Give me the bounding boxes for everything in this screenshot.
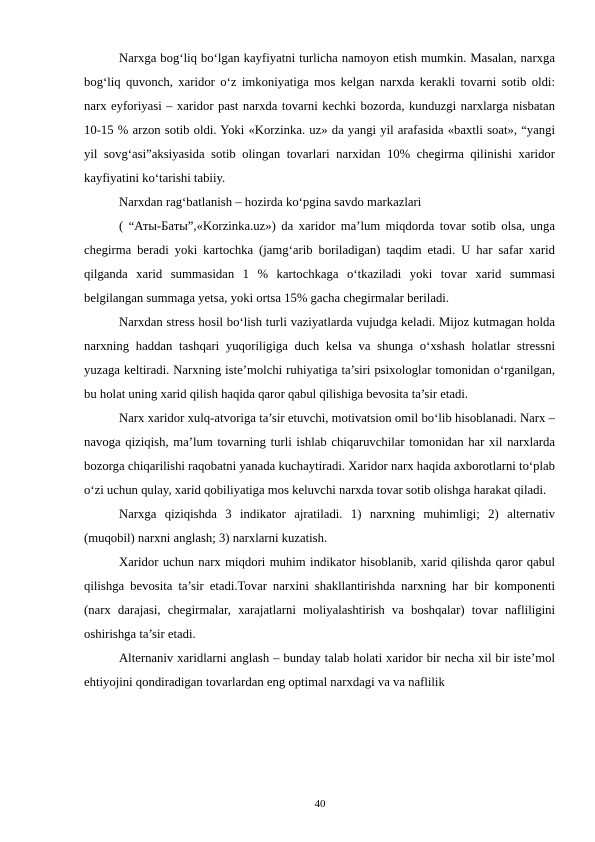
paragraph-2: Narxdan rag‘batlanish – hozirda ko‘pgina savdo markazlari	[119, 195, 422, 209]
page-number: 40	[314, 798, 326, 810]
paragraph-6: Narxga qiziqishda 3 indikator ajratiladi. 1) narxning muhimligi; 2) alternativ (muqobil) narxni anglash; 3) narxlarni kuzatish.	[84, 507, 555, 545]
document-page	[84, 46, 555, 694]
paragraph-1: Narxga bog‘liq bo‘lgan kayfiyatni turlicha namoyon etish mumkin. Masalan, narxga bog‘liq quvonch, xaridor o‘z imkoniyatiga mos kelgan narxda kerakli tovarni sotib oldi: narx eyforiyasi – xaridor past narxda tovarni kechki bozorda, kunduzgi narxlarga nisbatan 10-15 % arzon sotib oldi. Yoki «Korzinka. uz» da yangi yil arafasida «baxtli soat», “yangi yil sovg‘asi”aksiyasida sotib olingan tovarlari narxidan 10% chegirma qilinishi xaridor kayfiyatini ko‘tarishi tabiiy.	[84, 51, 555, 185]
paragraph-3: ( “Аты-Баты”,«Korzinka.uz») da xaridor ma’lum miqdorda tovar sotib olsa, unga chegirma beradi yoki kartochka (jamg‘arib boriladigan) taqdim etadi. U har safar xarid qilganda xarid summasidan 1 % kartochkaga o‘tkaziladi yoki tovar xarid summasi belgilangan summaga yetsa, yoki ortsa 15% gacha chegirmalar beriladi.	[84, 219, 555, 305]
paragraph-7: Xaridor uchun narx miqdori muhim indikator hisoblanib, xarid qilishda qaror qabul qilishga bevosita ta’sir etadi.Tovar narxini shakllantirishda narxning har bir komponenti (narx darajasi, chegirmalar, xarajatlarni moliyalashtirish va boshqalar) tovar nafliligini oshirishga ta’sir etadi.	[84, 555, 555, 641]
paragraph-5: Narx xaridor xulq-atvoriga ta’sir etuvchi, motivatsion omil bo‘lib hisoblanadi. Narx – navoga qiziqish, ma’lum tovarning turli ishlab chiqaruvchilar tomonidan har xil narxlarda bozorga chiqarilishi raqobatni yanada kuchaytiradi. Xaridor narx haqida axborotlarni to‘plab o‘zi uchun qulay, xarid qobiliyatiga mos keluvchi narxda tovar sotib olishga harakat qiladi.	[84, 411, 555, 497]
paragraph-8: Alternaniv xaridlarni anglash – bunday talab holati xaridor bir necha xil bir iste’mol ehtiyojini qondiradigan tovarlardan eng optimal narxdagi va va naflilik	[84, 651, 555, 689]
paragraph-4: Narxdan stress hosil bo‘lish turli vaziyatlarda vujudga keladi. Mijoz kutmagan holda narxning haddan tashqari yuqoriligiga duch kelsa va shunga o‘xshash holatlar stressni yuzaga keltiradi. Narxning iste’molchi ruhiyatiga ta’siri psixologlar tomonidan o‘rganilgan, bu holat uning xarid qilish haqida qaror qabul qilishiga bevosita ta’sir etadi.	[84, 315, 555, 401]
